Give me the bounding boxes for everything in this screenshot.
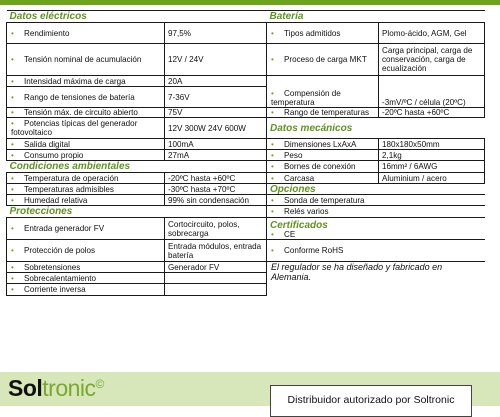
spec-label: • Rendimiento xyxy=(7,23,165,44)
bullet-icon: • xyxy=(11,173,14,183)
bullet-icon: • xyxy=(271,173,274,183)
spec-label: • Peso xyxy=(267,150,379,161)
bullet-icon: • xyxy=(11,76,14,86)
spec-value: Carga principal, carga de conservación, carga de ecualización xyxy=(379,44,485,76)
spec-value: 16mm² / 6AWG xyxy=(379,161,485,173)
table-row xyxy=(7,150,485,161)
spec-label: • Corriente inversa xyxy=(7,284,165,296)
top-accent-bar xyxy=(0,0,500,5)
table-row xyxy=(7,139,485,150)
spec-label: • Sobrecalentamiento xyxy=(7,273,165,284)
bullet-icon: • xyxy=(11,28,14,38)
option-item: • Relés varios xyxy=(267,206,485,218)
bullet-icon: • xyxy=(271,108,274,117)
bullet-icon: • xyxy=(271,207,274,216)
cert-item: • Conforme RoHS xyxy=(267,240,485,262)
spec-value: 97,5% xyxy=(165,23,267,44)
bullet-icon: • xyxy=(11,195,14,205)
section-title-options: Opciones xyxy=(267,184,485,195)
spec-label: • Salida digital xyxy=(7,139,165,150)
table-row xyxy=(7,23,485,44)
spec-label: • Rango de temperaturas xyxy=(267,108,379,118)
spec-value: Plomo-ácido, AGM, Gel xyxy=(379,23,485,44)
bullet-icon: • xyxy=(271,55,274,64)
section-title-protections: Protecciones xyxy=(7,206,267,218)
spec-label: • Humedad relativa xyxy=(7,195,165,206)
manufacturing-note: El regulador se ha diseñado y fabricado en Alemania. xyxy=(271,262,443,282)
spec-label: • Tipos admitidos xyxy=(267,23,379,44)
spec-label: • Sobretensiones xyxy=(7,262,165,273)
bullet-icon: • xyxy=(271,230,274,239)
spec-value xyxy=(165,284,267,296)
table-row xyxy=(7,184,485,195)
spec-label: • Carcasa xyxy=(267,173,379,184)
spec-value: 12V 300W 24V 600W xyxy=(165,118,267,139)
spec-value: -3mV/ºC / célula (20ºC) xyxy=(379,76,485,108)
bullet-icon: • xyxy=(271,195,274,205)
spec-label: • Protección de polos xyxy=(7,240,165,262)
table-row xyxy=(7,206,485,218)
table-row xyxy=(7,240,485,262)
table-row xyxy=(7,76,485,87)
spec-value: 2,1kg xyxy=(379,150,485,161)
bullet-icon: • xyxy=(271,28,274,38)
spec-label: • Proceso de carga MKT xyxy=(267,44,379,76)
bullet-icon: • xyxy=(11,246,14,255)
table-row xyxy=(7,108,485,118)
bullet-icon: • xyxy=(11,184,14,194)
spec-value xyxy=(165,273,267,284)
section-title-electric: Datos eléctricos xyxy=(7,11,267,23)
bullet-icon: • xyxy=(11,92,14,102)
spec-label: • Rango de tensiones de batería xyxy=(7,87,165,108)
table-row xyxy=(7,173,485,184)
bullet-icon: • xyxy=(11,273,14,283)
spec-value: 100mA xyxy=(165,139,267,150)
cert-item: Certificados • CE xyxy=(267,218,485,240)
bullet-icon: • xyxy=(271,162,274,171)
soltronic-logo: Soltronic© xyxy=(8,375,104,401)
section-title-mechanical: Datos mecánicos xyxy=(267,118,485,139)
bullet-icon: • xyxy=(11,150,14,160)
spec-value: 180x180x50mm xyxy=(379,139,485,150)
spec-value: -20ºC hasta +60ºC xyxy=(379,108,485,118)
bullet-icon: • xyxy=(11,224,14,233)
spec-value: 75V xyxy=(165,108,267,118)
spec-value: -20ºC hasta +60ºC xyxy=(165,173,267,184)
table-row xyxy=(7,11,485,23)
table-row xyxy=(7,161,485,173)
spec-value: 99% sin condensación xyxy=(165,195,267,206)
spec-value: Generador FV xyxy=(165,262,267,273)
spec-label: • Entrada generador FV xyxy=(7,218,165,240)
bullet-icon: • xyxy=(271,150,274,160)
spec-label: • Temperatura de operación xyxy=(7,173,165,184)
bullet-icon: • xyxy=(11,139,14,149)
spec-label: • Dimensiones LxAxA xyxy=(267,139,379,150)
spec-value: 20A xyxy=(165,76,267,87)
table-row xyxy=(7,195,485,206)
bullet-icon: • xyxy=(271,139,274,149)
table-row xyxy=(7,262,485,273)
spec-label: • Compensión de temperatura xyxy=(267,76,379,108)
spec-value: -30ºC hasta +70ºC xyxy=(165,184,267,195)
spec-label: • Tensión máx. de circuito abierto xyxy=(7,108,165,118)
section-title-battery: Batería xyxy=(267,11,485,23)
spec-value: Cortocircuito, polos, sobrecarga xyxy=(165,218,267,240)
bullet-icon: • xyxy=(11,285,14,294)
spec-table xyxy=(6,10,485,296)
spec-value: 7-36V xyxy=(165,87,267,108)
option-item: • Sonda de temperatura xyxy=(267,195,485,206)
spec-label: • Bornes de conexión xyxy=(267,161,379,173)
bullet-icon: • xyxy=(11,55,14,64)
spec-value: 12V / 24V xyxy=(165,44,267,76)
bullet-icon: • xyxy=(271,89,274,98)
spec-label: • Potencias típicas del generador fotovoltaico xyxy=(7,118,165,139)
spec-value: Entrada módulos, entrada batería xyxy=(165,240,267,262)
distributor-label: Distribuidor autorizado por Soltronic xyxy=(270,385,472,417)
spec-label: • Intensidad máxima de carga xyxy=(7,76,165,87)
bullet-icon: • xyxy=(11,108,14,117)
table-row xyxy=(7,118,485,139)
spec-label: • Temperaturas admisibles xyxy=(7,184,165,195)
spec-label: • Consumo propio xyxy=(7,150,165,161)
table-row xyxy=(7,218,485,240)
bullet-icon: • xyxy=(11,119,14,128)
bullet-icon: • xyxy=(11,262,14,272)
table-row xyxy=(7,44,485,76)
spec-value: 27mA xyxy=(165,150,267,161)
section-title-environment: Condiciones ambientales xyxy=(7,161,267,173)
section-title-certificates: Certificados xyxy=(270,220,328,231)
spec-value: Aluminium / acero xyxy=(379,173,485,184)
spec-label: • Tensión nominal de acumulación xyxy=(7,44,165,76)
bullet-icon: • xyxy=(271,246,274,255)
